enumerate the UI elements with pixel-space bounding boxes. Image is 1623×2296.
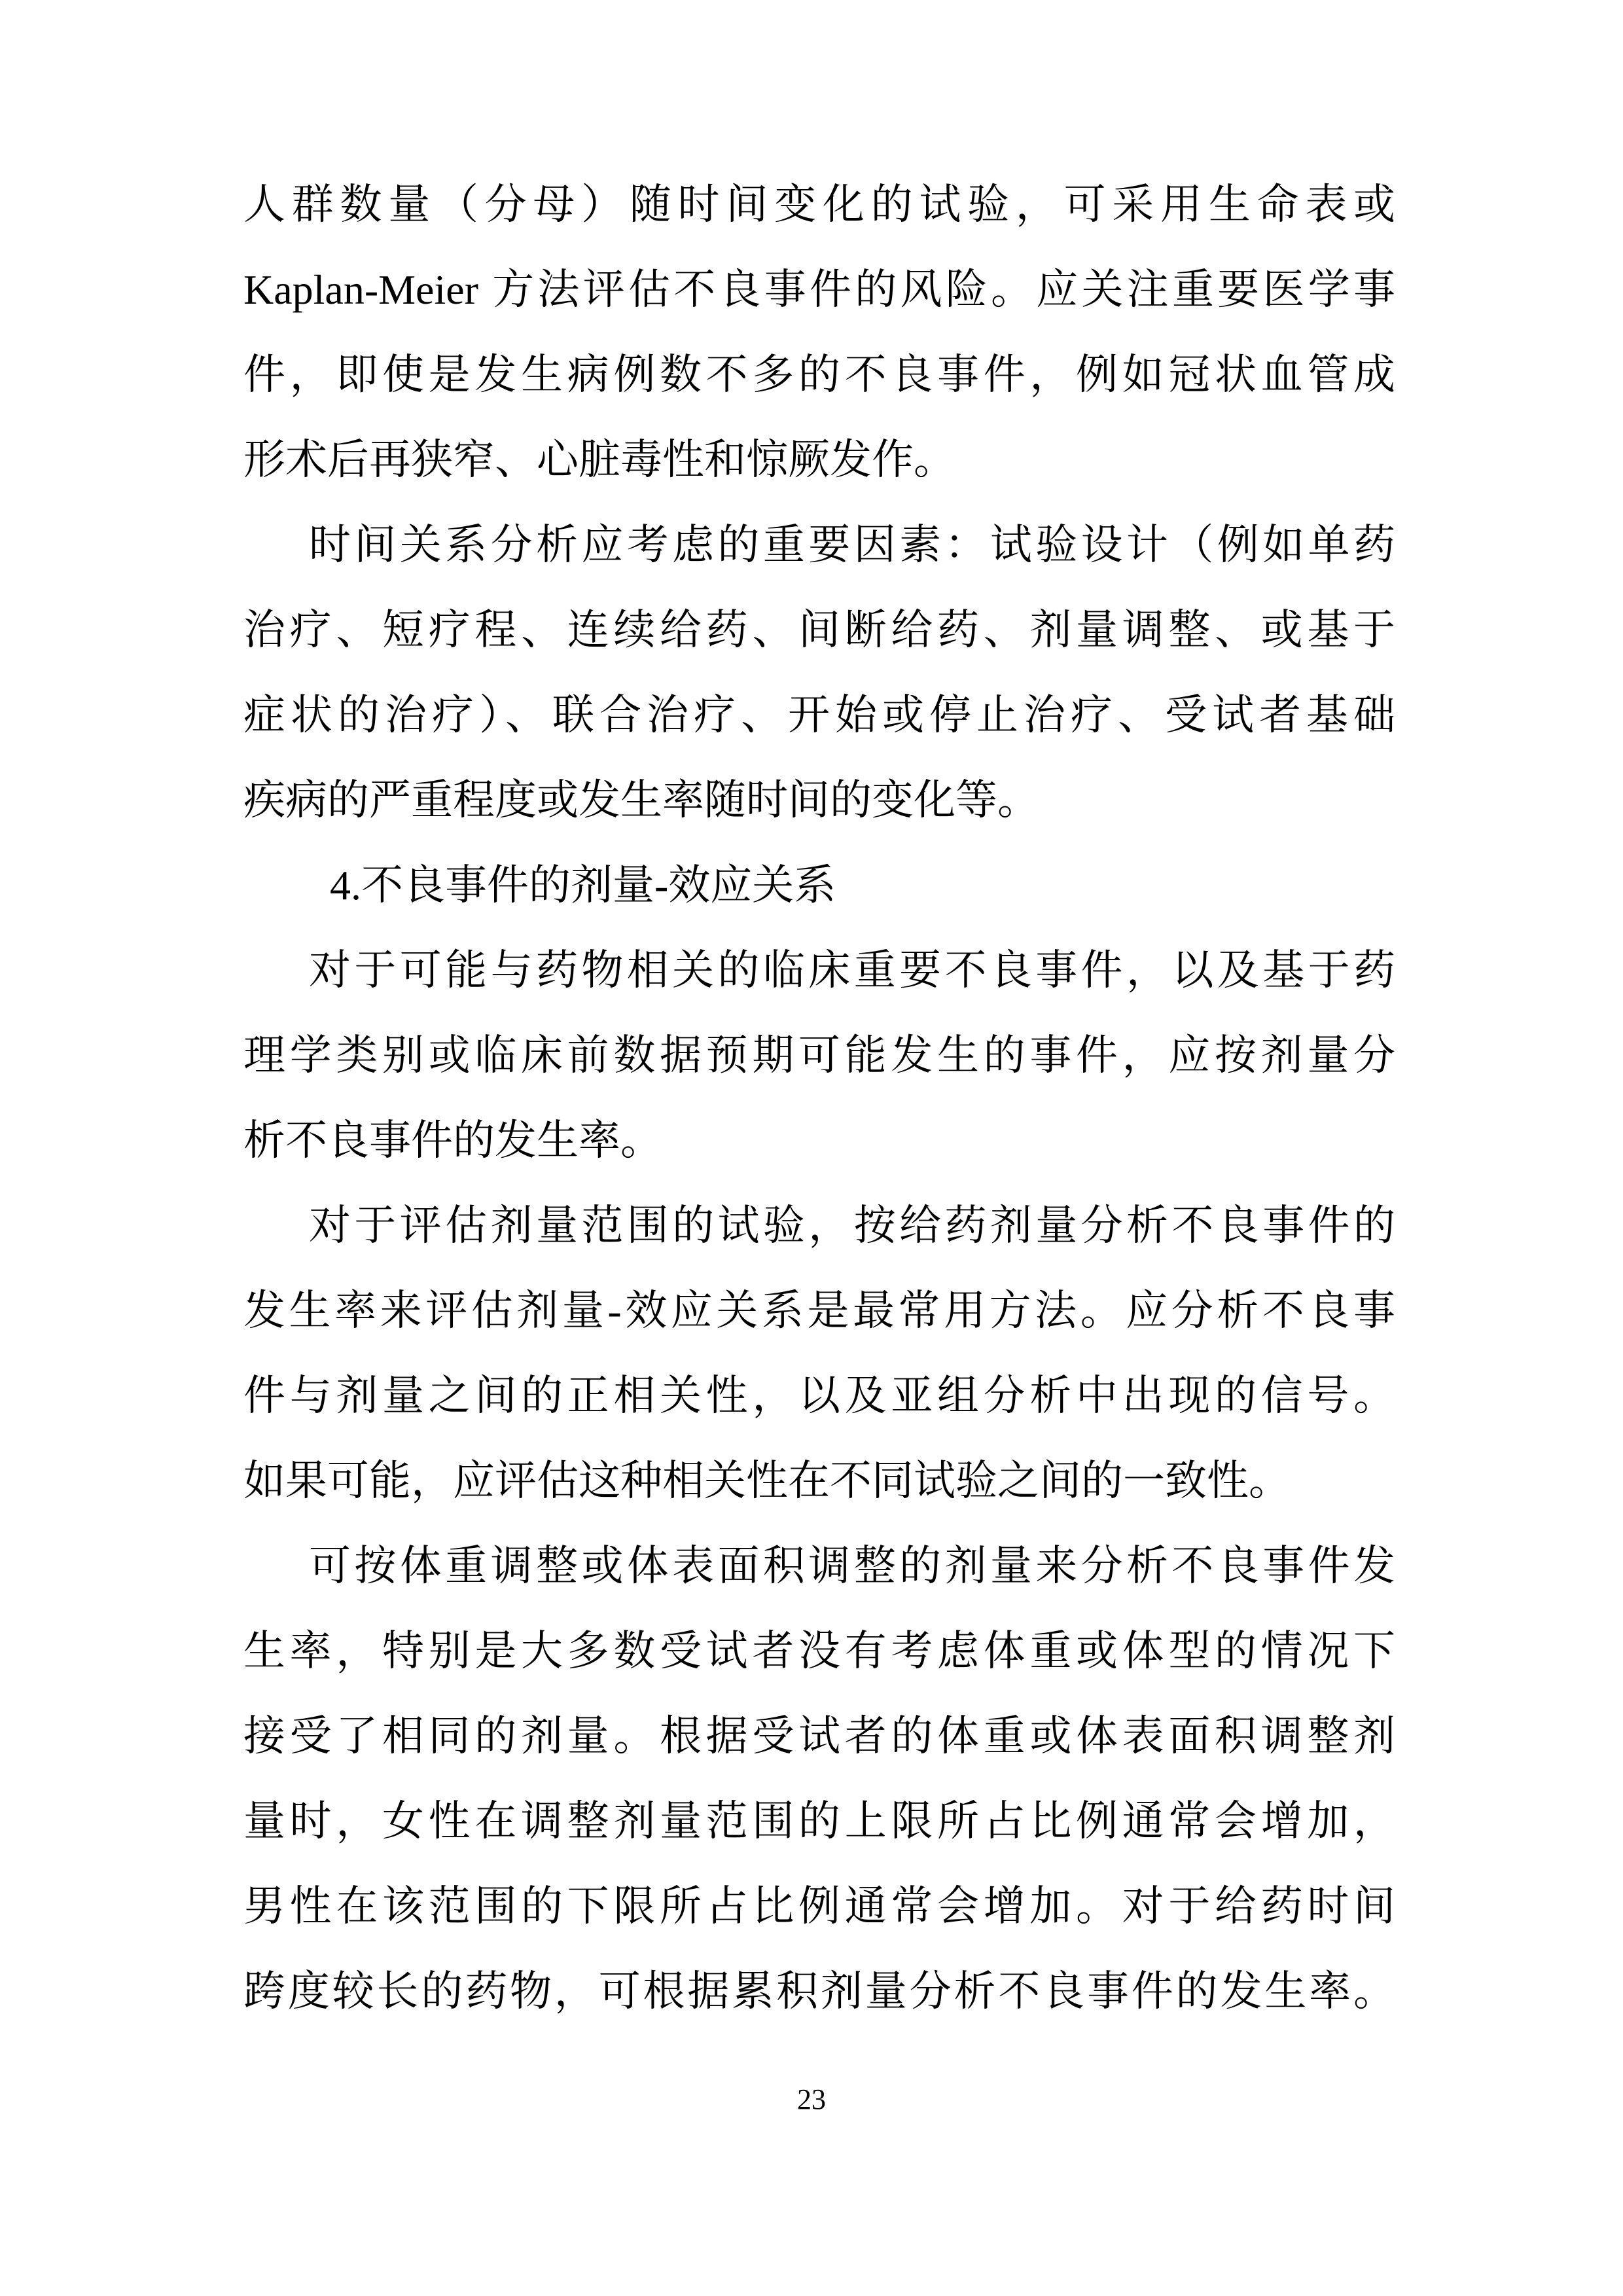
text-line: 量时，女性在调整剂量范围的上限所占比例通常会增加， xyxy=(243,1798,1395,1844)
page-number: 23 xyxy=(797,2083,826,2115)
text-line paragraph-start: 时间关系分析应考虑的重要因素：试验设计（例如单药 xyxy=(309,522,1395,568)
text-line: 疾病的严重程度或发生率随时间的变化等。 xyxy=(243,777,1039,823)
body-text xyxy=(243,162,1395,2034)
text-line: 接受了相同的剂量。根据受试者的体重或体表面积调整剂 xyxy=(243,1713,1395,1759)
text-line: 析不良事件的发生率。 xyxy=(243,1117,662,1164)
text-line: 生率，特别是大多数受试者没有考虑体重或体型的情况下 xyxy=(243,1628,1395,1674)
text-line: 件，即使是发生病例数不多的不良事件，例如冠状血管成 xyxy=(243,351,1395,398)
text-line: 理学类别或临床前数据预期可能发生的事件，应按剂量分 xyxy=(243,1032,1395,1079)
text-line: 形术后再狭窄、心脏毒性和惊厥发作。 xyxy=(243,437,955,483)
text-line: 件与剂量之间的正相关性，以及亚组分析中出现的信号。 xyxy=(243,1372,1395,1419)
text-line: Kaplan-Meier 方法评估不良事件的风险。应关注重要医学事 xyxy=(243,266,1395,313)
text-line: 如果可能，应评估这种相关性在不同试验之间的一致性。 xyxy=(243,1458,1291,1504)
text-line: 症状的治疗）、联合治疗、开始或停止治疗、受试者基础 xyxy=(243,692,1395,738)
text-line: 男性在该范围的下限所占比例通常会增加。对于给药时间 xyxy=(243,1883,1395,1929)
text-line: 人群数量（分母）随时间变化的试验，可采用生命表或 xyxy=(243,181,1395,228)
text-line paragraph-start: 可按体重调整或体表面积调整的剂量来分析不良事件发 xyxy=(309,1543,1395,1589)
text-line: 治疗、短疗程、连续给药、间断给药、剂量调整、或基于 xyxy=(243,607,1395,653)
text-line paragraph-start: 对于评估剂量范围的试验，按给药剂量分析不良事件的 xyxy=(309,1202,1395,1249)
section-heading: 4.不良事件的剂量-效应关系 xyxy=(330,862,836,908)
text-line: 发生率来评估剂量-效应关系是最常用方法。应分析不良事 xyxy=(243,1287,1395,1334)
text-line: 跨度较长的药物，可根据累积剂量分析不良事件的发生率。 xyxy=(243,1968,1395,2015)
text-line paragraph-start: 对于可能与药物相关的临床重要不良事件，以及基于药 xyxy=(309,947,1395,994)
